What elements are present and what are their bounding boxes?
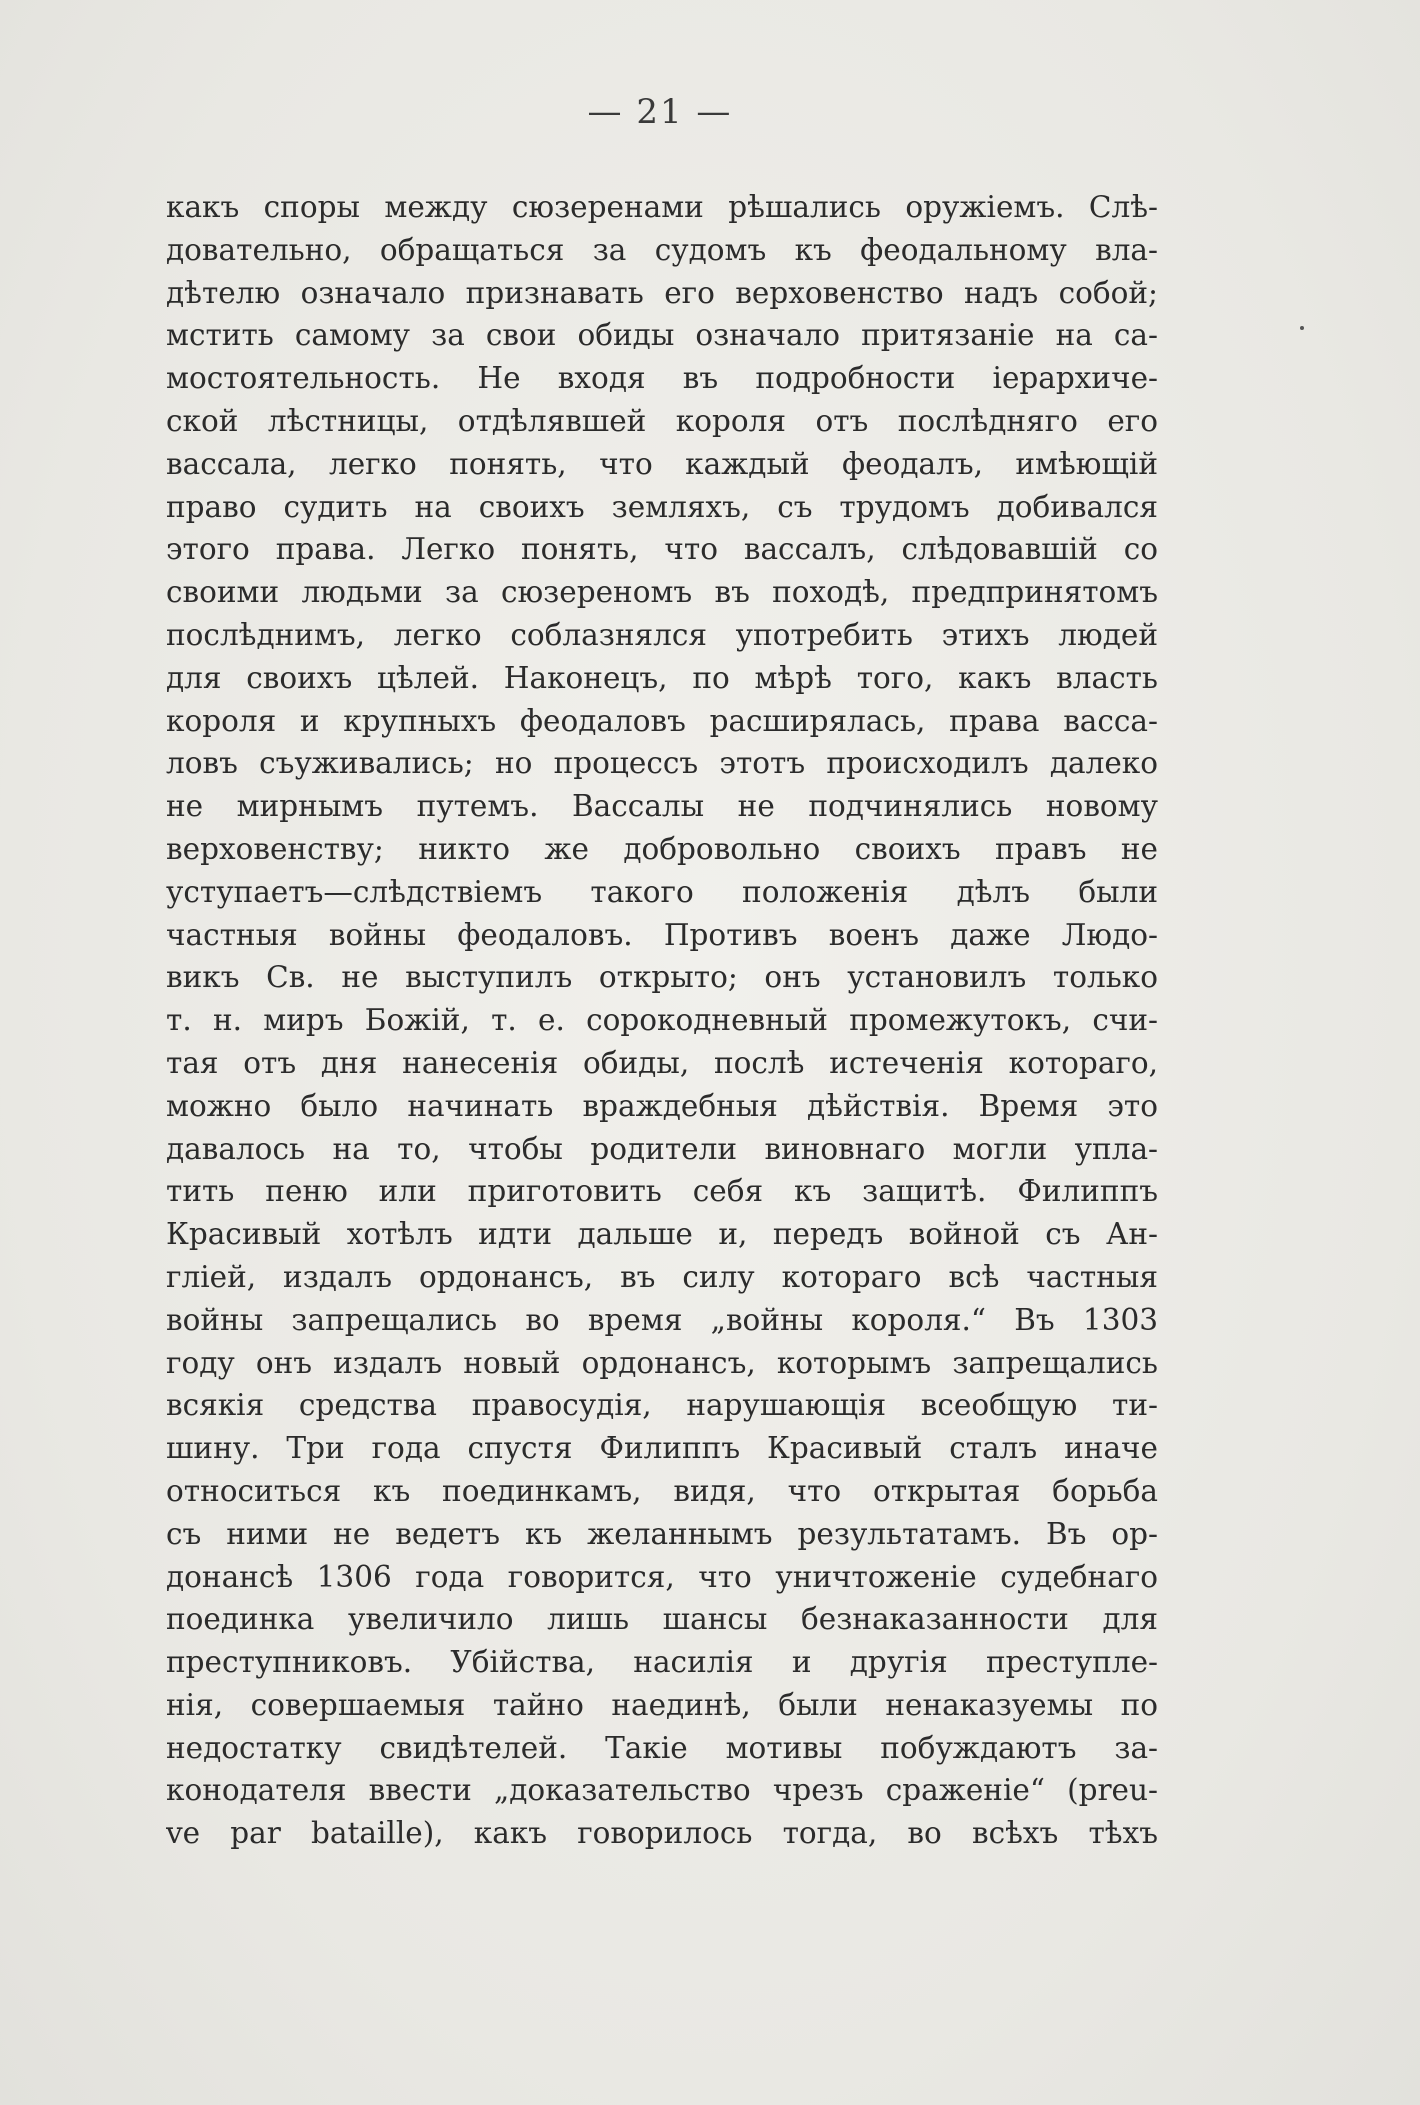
text-line: своими людьми за сюзереномъ въ походѣ, предпринятомъ xyxy=(166,575,1158,610)
text-line: съ ними не ведетъ къ желаннымъ результатамъ. Въ ор- xyxy=(166,1516,1158,1551)
text-line: не мирнымъ путемъ. Вассалы не подчинялись новому xyxy=(166,789,1158,824)
text-line: ловъ съуживались; но процессъ этотъ происходилъ далеко xyxy=(166,746,1158,781)
text-line: ской лѣстницы, отдѣлявшей короля отъ послѣдняго его xyxy=(166,403,1158,438)
text-line: какъ споры между сюзеренами рѣшались оружіемъ. Слѣ- xyxy=(166,190,1158,224)
page-number: — 21 — xyxy=(587,92,733,132)
body-text xyxy=(166,186,1158,1855)
text-line: относиться къ поединкамъ, видя, что открытая борьба xyxy=(166,1473,1158,1508)
text-line: всякія средства правосудія, нарушающія всеобщую ти- xyxy=(166,1388,1158,1423)
text-line: Красивый хотѣлъ идти дальше и, передъ войной съ Ан- xyxy=(166,1217,1158,1252)
text-line: давалось на то, чтобы родители виновнаго могли упла- xyxy=(166,1131,1158,1166)
text-line: мостоятельность. Не входя въ подробности іерархиче- xyxy=(166,361,1158,396)
text-line: для своихъ цѣлей. Наконецъ, по мѣрѣ того, какъ власть xyxy=(166,660,1158,695)
text-line: викъ Св. не выступилъ открыто; онъ установилъ только xyxy=(166,960,1158,995)
text-line: дѣтелю означало признавать его верховенство надъ собой; xyxy=(166,275,1158,310)
print-speck xyxy=(1300,326,1304,330)
text-line: послѣднимъ, легко соблазнялся употребить этихъ людей xyxy=(166,617,1158,652)
text-line: ve par bataille), какъ говорилось тогда, во всѣхъ тѣхъ xyxy=(166,1816,1158,1851)
text-line: верховенству; никто же добровольно своихъ правъ не xyxy=(166,831,1158,866)
text-line: вассала, легко понять, что каждый феодалъ, имѣющій xyxy=(166,446,1158,481)
text-line: т. н. миръ Божій, т. е. сорокодневный промежутокъ, счи- xyxy=(166,1003,1158,1038)
text-line: поединка увеличило лишь шансы безнаказанности для xyxy=(166,1602,1158,1637)
text-line: частныя войны феодаловъ. Противъ военъ даже Людо- xyxy=(166,917,1158,952)
text-line: короля и крупныхъ феодаловъ расширялась, права васса- xyxy=(166,703,1158,738)
text-line: мстить самому за свои обиды означало притязаніе на са- xyxy=(166,318,1158,353)
text-line: недостатку свидѣтелей. Такіе мотивы побуждаютъ за- xyxy=(166,1730,1158,1765)
text-line: этого права. Легко понять, что вассалъ, слѣдовавшій со xyxy=(166,532,1158,567)
text-line: право судить на своихъ земляхъ, съ трудомъ добивался xyxy=(166,489,1158,524)
text-line: тить пеню или приготовить себя къ защитѣ. Филиппъ xyxy=(166,1174,1158,1209)
text-line: можно было начинать враждебныя дѣйствія. Время это xyxy=(166,1088,1158,1123)
text-line: преступниковъ. Убійства, насилія и другія преступле- xyxy=(166,1645,1158,1680)
text-line: нія, совершаемыя тайно наединѣ, были ненаказуемы по xyxy=(166,1687,1158,1722)
text-line: гліей, издалъ ордонансъ, въ силу котораго всѣ частныя xyxy=(166,1259,1158,1294)
text-line: году онъ издалъ новый ордонансъ, которымъ запрещались xyxy=(166,1345,1158,1380)
text-line: шину. Три года спустя Филиппъ Красивый сталъ иначе xyxy=(166,1431,1158,1466)
text-line: уступаетъ—слѣдствіемъ такого положенія дѣлъ были xyxy=(166,874,1158,909)
text-line: довательно, обращаться за судомъ къ феодальному вла- xyxy=(166,232,1158,267)
text-line: конодателя ввести „доказательство чрезъ сраженіе“ (preu- xyxy=(166,1773,1158,1808)
text-line: тая отъ дня нанесенія обиды, послѣ истеченія котораго, xyxy=(166,1045,1158,1080)
text-line: войны запрещались во время „войны короля.“ Въ 1303 xyxy=(166,1302,1158,1337)
text-line: донансѣ 1306 года говорится, что уничтоженіе судебнаго xyxy=(166,1559,1158,1594)
